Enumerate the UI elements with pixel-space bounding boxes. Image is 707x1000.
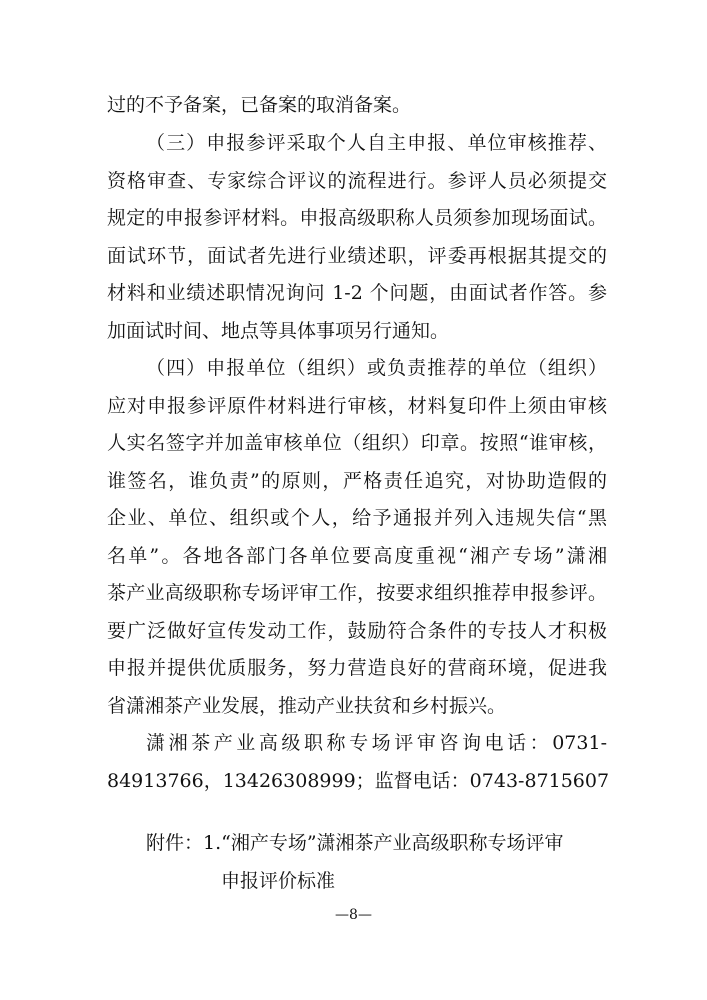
page-number: —8— xyxy=(335,907,372,923)
paragraph-line: 谁签名，谁负责”的原则，严格责任追究，对协助造假的 xyxy=(107,470,607,492)
paragraph-line: 人实名签字并加盖审核单位（组织）印章。按照“谁审核， xyxy=(107,432,607,454)
paragraph-line: （四）申报单位（组织）或负责推荐的单位（组织） xyxy=(146,357,607,379)
paragraph-line: （三）申报参评采取个人自主申报、单位审核推荐、 xyxy=(146,132,607,154)
attachment-title-line: 1.“湘产专场”潇湘茶产业高级职称专场评审 xyxy=(203,832,564,854)
attachment-title-line: 申报评价标准 xyxy=(221,870,336,892)
contact-phone-line: 潇湘茶产业高级职称专场评审咨询电话：0731- xyxy=(146,732,607,754)
paragraph-line: 申报并提供优质服务，努力营造良好的营商环境，促进我 xyxy=(107,657,607,679)
paragraph-line: 资格审查、专家综合评议的流程进行。参评人员必须提交 xyxy=(107,170,607,192)
paragraph-line: 材料和业绩述职情况询问 1-2 个问题，由面试者作答。参 xyxy=(107,282,607,304)
paragraph-line: 应对申报参评原件材料进行审核，材料复印件上须由审核 xyxy=(107,395,607,417)
paragraph-line: 名单”。各地各部门各单位要高度重视“湘产专场”潇湘 xyxy=(107,545,607,567)
paragraph-line: 要广泛做好宣传发动工作，鼓励符合条件的专技人才积极 xyxy=(107,620,607,642)
paragraph-line: 加面试时间、地点等具体事项另行通知。 xyxy=(107,320,450,342)
paragraph-line: 过的不予备案，已备案的取消备案。 xyxy=(107,94,412,116)
contact-phone-line: 84913766，13426308999；监督电话：0743-8715607 xyxy=(107,770,610,792)
paragraph-line: 面试环节，面试者先进行业绩述职，评委再根据其提交的 xyxy=(107,245,607,267)
paragraph-line: 茶产业高级职称专场评审工作，按要求组织推荐申报参评。 xyxy=(107,582,607,604)
paragraph-line: 规定的申报参评材料。申报高级职称人员须参加现场面试。 xyxy=(107,207,607,229)
attachment-label: 附件： xyxy=(146,832,204,854)
paragraph-line: 省潇湘茶产业发展，推动产业扶贫和乡村振兴。 xyxy=(107,695,507,717)
paragraph-line: 企业、单位、组织或个人，给予通报并列入违规失信“黑 xyxy=(107,507,607,529)
